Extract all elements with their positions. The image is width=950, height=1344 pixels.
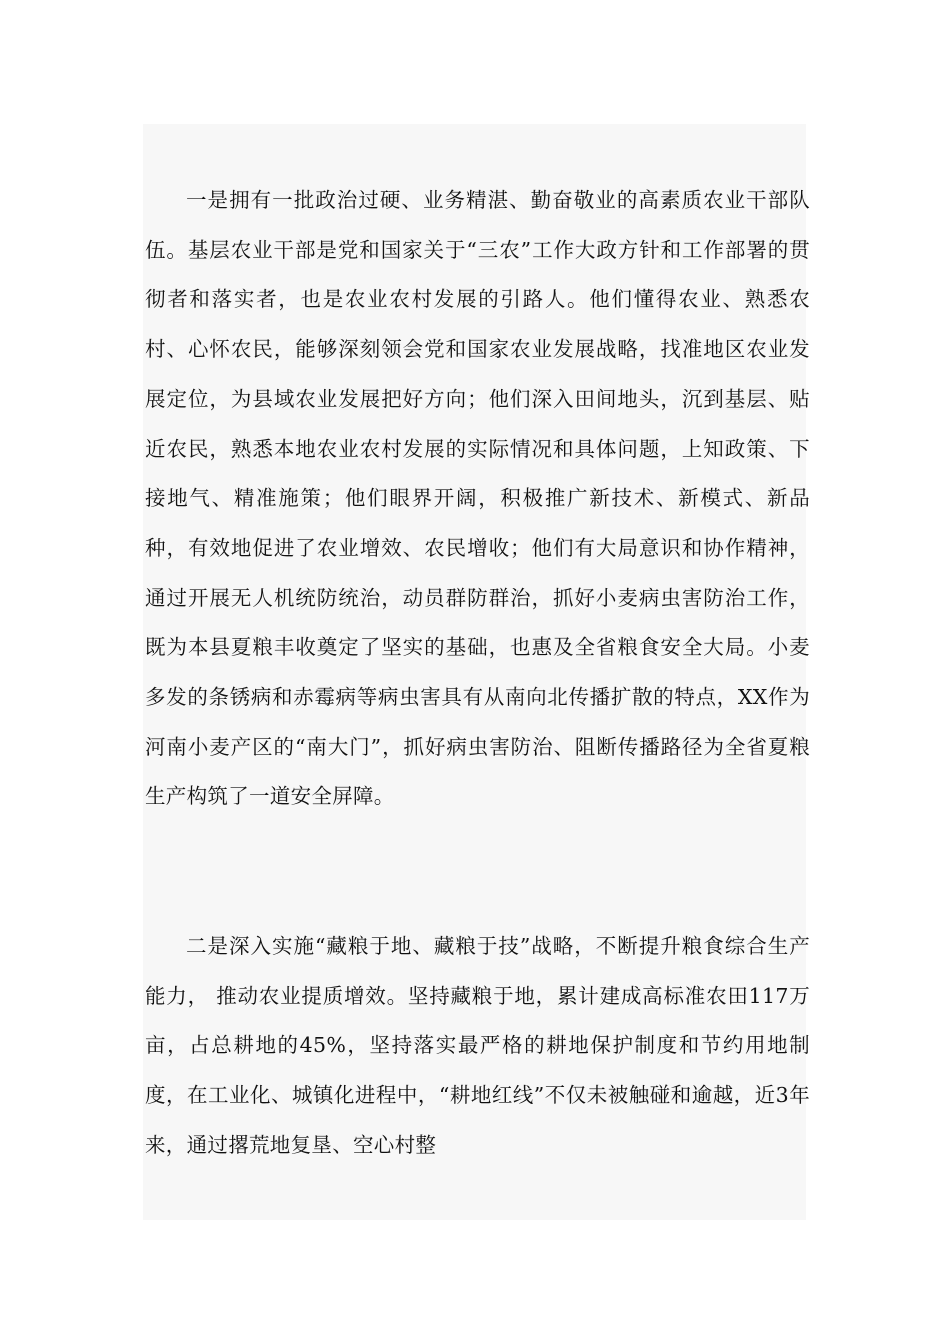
body-paragraph-1: 一是拥有一批政治过硬、业务精湛、勤奋敬业的高素质农业干部队伍。基层农业干部是党和国家关于“三农”工作大政方针和工作部署的贯彻者和落实者，也是农业农村发展的引路人。他们懂得农业、熟悉农村、心怀农民，能够深刻领会党和国家农业发展战略，找准地区农业发展定位，为县域农业发展把好方向；他们深入田间地头，沉到基层、贴近农民，熟悉本地农业农村发展的实际情况和具体问题，上知政策、下接地气、精准施策；他们眼界开阔，积极推广新技术、新模式、新品种，有效地促进了农业增效、农民增收；他们有大局意识和协作精神，通过开展无人机统防统治，动员群防群治，抓好小麦病虫害防治工作，既为本县夏粮丰收奠定了坚实的基础，也惠及全省粮食安全大局。小麦多发的条锈病和赤霉病等病虫害具有从南向北传播扩散的特点，XX作为河南小麦产区的“南大门”，抓好病虫害防治、阻断传播路径为全省夏粮生产构筑了一道安全屏障。 (145, 188, 810, 809)
body-paragraph-2: 二是深入实施“藏粮于地、藏粮于技”战略，不断提升粮食综合生产能力， 推动农业提质增效。坚持藏粮于地，累计建成高标准农田117万亩，占总耕地的45%，坚持落实最严格的耕地保护制度和节约用地制度，在工业化、城镇化进程中，“耕地红线”不仅未被触碰和逾越，近3年来，通过撂荒地复垦、空心村整 (145, 934, 810, 1157)
